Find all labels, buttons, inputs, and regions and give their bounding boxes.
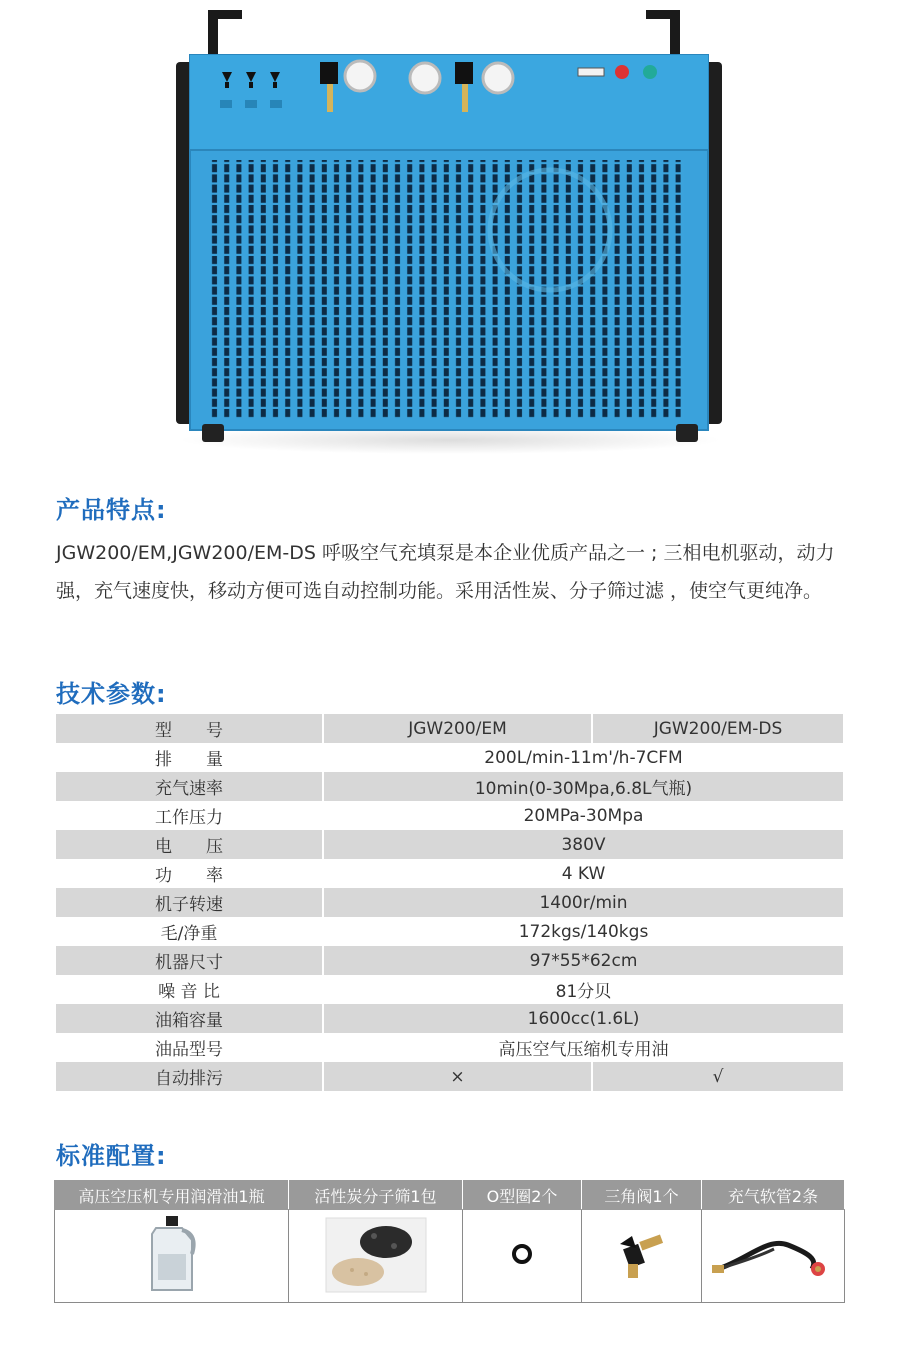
specs-heading: 技术参数: [56,680,167,708]
spec-model-b-value: √ [592,1062,844,1091]
spec-row [56,859,844,888]
spec-value: 81分贝 [323,975,844,1004]
accessory-cell [463,1210,582,1303]
spec-value: 200L/min-11m'/h-7CFM [323,743,844,772]
spec-row [56,1033,844,1062]
spec-row [56,946,844,975]
spec-row [56,830,844,859]
accessory-name: 高压空压机专用润滑油1瓶 [55,1181,289,1210]
spec-row [56,801,844,830]
valve-icon [612,1224,672,1284]
spec-row [56,743,844,772]
accessory-cell [55,1210,289,1303]
filter-media-bag-icon [316,1212,436,1296]
spec-model-b: JGW200/EM-DS [592,714,844,743]
spec-label: 油箱容量 [56,1004,323,1033]
spec-row-model [56,714,844,743]
spec-label: 工作压力 [56,801,323,830]
o-ring-icon [507,1239,537,1269]
spec-row [56,917,844,946]
spec-label: 功 率 [56,859,323,888]
features-paragraph: JGW200/EM,JGW200/EM-DS 呼吸空气充填泵是本企业优质产品之一 ; 三相电机驱动，动力强，充气速度快，移动方便可选自动控制功能。采用活性炭、分子筛过滤 ，使空气更纯净。 [56,542,835,602]
spec-value: 高压空气压缩机专用油 [323,1033,844,1062]
spec-label: 毛/净重 [56,917,323,946]
spec-model-a: JGW200/EM [323,714,592,743]
accessory-cell [582,1210,702,1303]
spec-label: 排 量 [56,743,323,772]
spec-label: 型 号 [56,714,323,743]
spec-value: 10min(0-30Mpa,6.8L气瓶) [323,772,844,801]
config-heading: 标准配置: [56,1142,167,1170]
spec-label: 噪 音 比 [56,975,323,1004]
spec-value: 380V [323,830,844,859]
spec-value: 20MPa-30Mpa [323,801,844,830]
spec-row-auto-drain [56,1062,844,1091]
accessory-cell [702,1210,845,1303]
accessory-cell [289,1210,463,1303]
spec-label: 自动排污 [56,1062,323,1091]
hose-icon [708,1219,838,1289]
spec-label: 油品型号 [56,1033,323,1062]
spec-model-a-value: × [323,1062,592,1091]
features-heading: 产品特点: [56,496,167,524]
spec-value: 97*55*62cm [323,946,844,975]
compressor-product-image [160,0,740,460]
spec-value: 1600cc(1.6L) [323,1004,844,1033]
spec-label: 电 压 [56,830,323,859]
spec-row [56,888,844,917]
spec-row [56,772,844,801]
accessory-name: 三角阀1个 [582,1181,702,1210]
spec-row [56,1004,844,1033]
spec-table [56,714,845,1091]
accessory-name: 充气软管2条 [702,1181,845,1210]
oil-bottle-icon [142,1214,202,1294]
spec-label: 充气速率 [56,772,323,801]
spec-value: 4 KW [323,859,844,888]
spec-label: 机器尺寸 [56,946,323,975]
spec-value: 172kgs/140kgs [323,917,844,946]
accessory-name: O型圈2个 [463,1181,582,1210]
accessory-name: 活性炭分子筛1包 [289,1181,463,1210]
spec-row [56,975,844,1004]
accessories-table [54,1180,845,1303]
spec-label: 机子转速 [56,888,323,917]
spec-value: 1400r/min [323,888,844,917]
